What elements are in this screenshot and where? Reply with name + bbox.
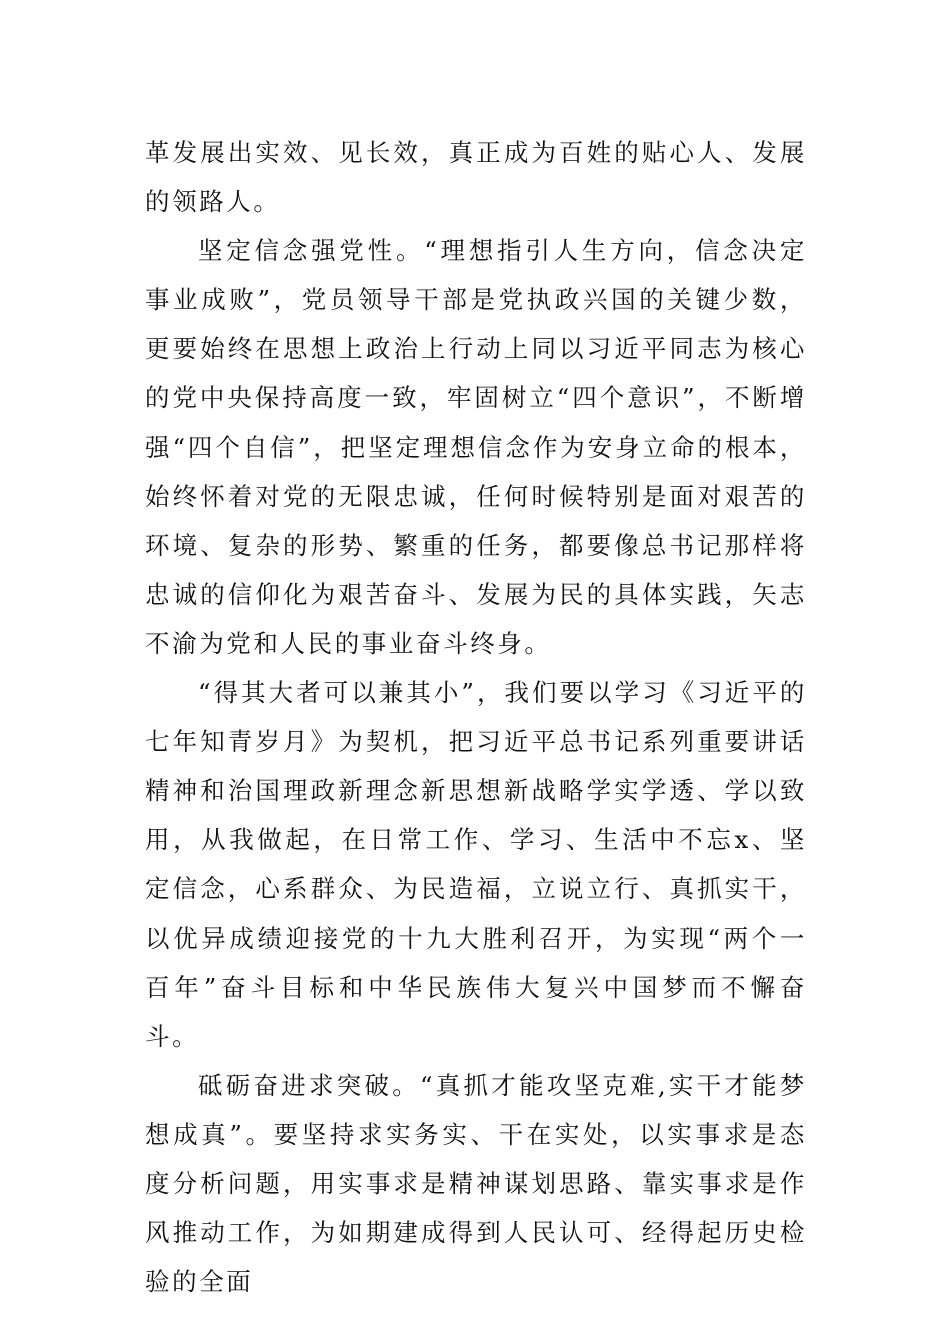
document-body bbox=[145, 128, 807, 1306]
paragraph-study: “得其大者可以兼其小”，我们要以学习《习近平的七年知青岁月》为契机，把习近平总书记系列重要讲话精神和治国理政新理念新思想新战略学实学透、学以致用，从我做起，在日常工作、学习、生活中不忘x、坚定信念，心系群众、为民造福，立说立行、真抓实干，以优异成绩迎接党的十九大胜利召开，为实现“两个一百年”奋斗目标和中华民族伟大复兴中国梦而不懈奋斗。 bbox=[145, 678, 807, 1051]
paragraph-firm-belief: 坚定信念强党性。“理想指引人生方向，信念决定事业成败”，党员领导干部是党执政兴国的关键少数，更要始终在思想上政治上行动上同以习近平同志为核心的党中央保持高度一致，牢固树立“四个意识”，不断增强“四个自信”，把坚定理想信念作为安身立命的根本，始终怀着对党的无限忠诚，任何时候特别是面对艰苦的环境、复杂的形势、繁重的任务，都要像总书记那样将忠诚的信仰化为艰苦奋斗、发展为民的具体实践，矢志不渝为党和人民的事业奋斗终身。 bbox=[145, 236, 807, 658]
paragraph-continuation: 革发展出实效、见长效，真正成为百姓的贴心人、发展的领路人。 bbox=[145, 138, 807, 217]
paragraph-breakthrough: 砥砺奋进求突破。“真抓才能攻坚克难,实干才能梦想成真”。要坚持求实务实、干在实处，以实事求是态度分析问题，用实事求是精神谋划思路、靠实事求是作风推动工作，为如期建成得到人民认可、经得起历史检验的全面 bbox=[145, 1070, 807, 1297]
